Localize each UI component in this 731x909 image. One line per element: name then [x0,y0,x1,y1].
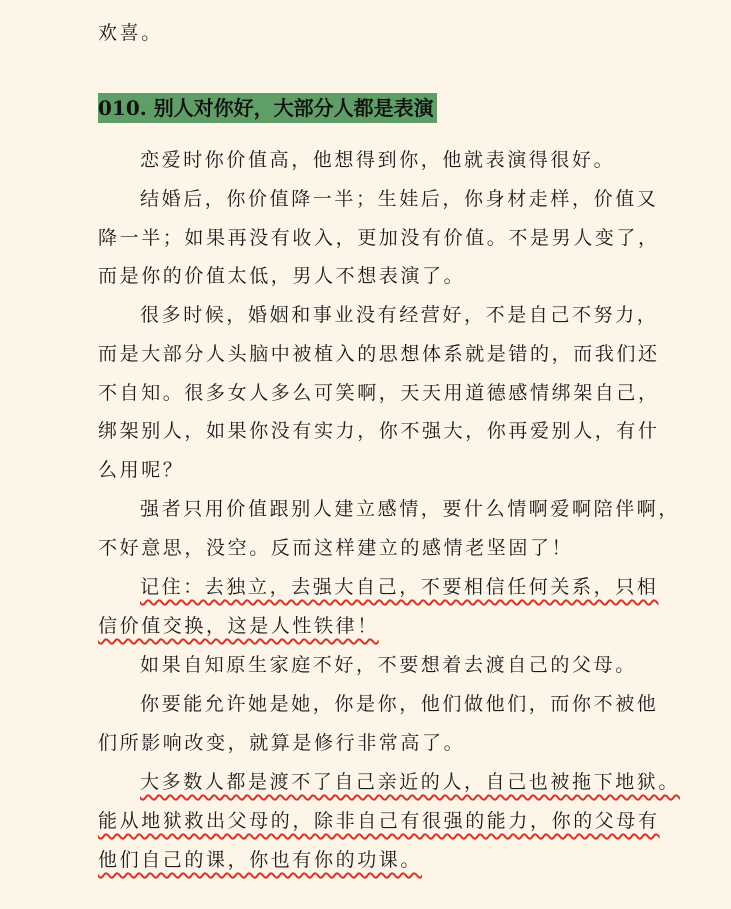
paragraph-line: 不好意思，没空。反而这样建立的感情老坚固了！ [98,537,574,559]
highlighted-line: 能从地狱救出父母的，除非自己有很强的能力，你的父母有 [98,810,660,832]
highlighted-line: 他们自己的课，你也有你的功课。 [98,849,423,871]
section-heading [98,93,437,123]
paragraph-line: 降一半；如果再没有收入，更加没有价值。不是男人变了， [98,227,660,249]
paragraph-line: 不自知。很多女人多么可笑啊，天天用道德感情绑架自己， [98,382,660,404]
section-title: 别人对你好，大部分人都是表演 [153,96,434,120]
paragraph-line: 你要能允许她是她，你是你，他们做他们，而你不被他 [140,693,659,715]
highlighted-line: 记住：去独立，去强大自己，不要相信任何关系，只相 [140,576,659,598]
paragraph-line: 结婚后，你价值降一半；生娃后，你身材走样，价值又 [140,188,659,210]
section-number: 010. [98,96,147,120]
paragraph-line: 而是大部分人头脑中被植入的思想体系就是错的，而我们还 [98,343,660,365]
paragraph-line: 们所影响改变，就算是修行非常高了。 [98,732,466,754]
highlighted-line: 信价值交换，这是人性铁律！ [98,615,379,637]
paragraph-line: 而是你的价值太低，男人不想表演了。 [98,265,466,287]
intro-text: 欢喜。 [98,22,163,44]
paragraph-line: 很多时候，婚姻和事业没有经营好，不是自己不努力， [140,304,659,326]
paragraph-line: 强者只用价值跟别人建立感情，要什么情啊爱啊陪伴啊， [140,498,681,520]
paragraph-line: 恋爱时你价值高，他想得到你，他就表演得很好。 [140,149,616,171]
paragraph-line: 如果自知原生家庭不好，不要想着去渡自己的父母。 [140,654,637,676]
paragraph-line: 么用呢？ [98,459,185,481]
paragraph-line: 绑架别人，如果你没有实力，你不强大，你再爱别人，有什 [98,420,660,442]
highlighted-line: 大多数人都是渡不了自己亲近的人，自己也被拖下地狱。 [140,771,681,793]
